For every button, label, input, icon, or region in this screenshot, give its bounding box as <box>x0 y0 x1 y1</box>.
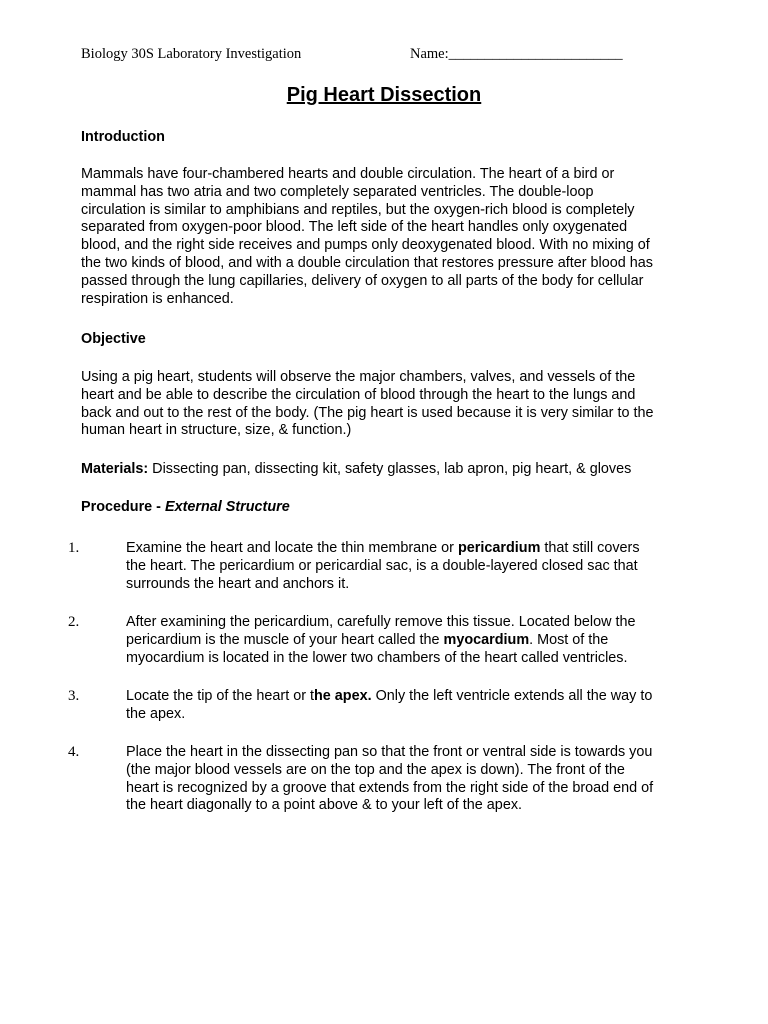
course-header: Biology 30S Laboratory Investigation <box>81 46 302 62</box>
introduction-line: the two kinds of blood, and with a double circulation that restores pressure after blood has <box>81 254 653 271</box>
step-text-segment: Only the left ventricle extends all the way to <box>371 688 653 704</box>
step-number: 3. <box>68 688 80 704</box>
term-pericardium: pericardium <box>457 540 541 556</box>
term-myocardium: myocardium <box>443 631 530 648</box>
introduction-line: mammal has two atria and two completely separated ventricles. The double-loop <box>81 183 594 200</box>
step-text-segment: that still covers <box>540 540 640 556</box>
procedure-subheading: External Structure <box>164 499 290 515</box>
step-text-segment: Examine the heart and locate the thin membrane or <box>126 540 458 556</box>
step-line: After examining the pericardium, carefully remove this tissue. Located below the <box>126 614 636 630</box>
step-line: heart is recognized by a groove that extends from the right side of the broad end of <box>126 779 654 796</box>
term-apex: he apex. <box>314 688 372 704</box>
step-line: (the major blood vessels are on the top and the apex is down). The front of the <box>126 761 625 778</box>
step-text-segment: . Most of the <box>529 631 609 648</box>
introduction-line: passed through the lung capillaries, delivery of oxygen to all parts of the body for cellular <box>81 272 644 289</box>
step-1-text <box>126 540 696 593</box>
introduction-line: separated from oxygen-poor blood. The left side of the heart handles only oxygenated <box>81 219 628 236</box>
step-number: 4. <box>68 744 80 760</box>
objective-paragraph <box>81 369 691 440</box>
step-2-text <box>126 614 696 667</box>
step-number: 1. <box>68 540 80 556</box>
introduction-line: circulation is similar to amphibians and reptiles, but the oxygen-rich blood is completely <box>81 201 635 218</box>
objective-line: human heart in structure, size, & function.) <box>81 422 352 439</box>
introduction-line: Mammals have four-chambered hearts and double circulation. The heart of a bird or <box>81 166 615 182</box>
page-title: Pig Heart Dissection <box>286 84 482 106</box>
step-text-segment: pericardium is the muscle of your heart called the <box>126 631 444 648</box>
step-number: 2. <box>68 614 80 630</box>
materials-text: Dissecting pan, dissecting kit, safety glasses, lab apron, pig heart, & gloves <box>148 461 632 477</box>
step-line: the heart diagonally to a point above & to your left of the apex. <box>126 797 523 814</box>
step-text-segment: Locate the tip of the heart or t <box>126 688 314 704</box>
objective-line: Using a pig heart, students will observe the major chambers, valves, and vessels of the <box>81 369 636 385</box>
objective-line: back and out to the rest of the body. (The pig heart is used because it is very similar to the <box>81 404 654 421</box>
procedure-heading <box>81 499 290 515</box>
step-line: the heart. The pericardium or pericardial sac, is a double-layered closed sac that <box>126 557 638 574</box>
step-4-text <box>126 744 696 815</box>
materials-line <box>81 461 691 479</box>
objective-heading: Objective <box>81 331 146 347</box>
introduction-line: respiration is enhanced. <box>81 290 234 307</box>
step-3-text <box>126 688 696 724</box>
introduction-heading: Introduction <box>81 129 165 145</box>
step-line: the apex. <box>126 705 186 722</box>
step-line: myocardium is located in the lower two chambers of the heart called ventricles. <box>126 649 628 666</box>
objective-line: heart and be able to describe the circulation of blood through the heart to the lungs and <box>81 386 636 403</box>
introduction-line: blood, and the right side receives and pumps only deoxygenated blood. With no mixing of <box>81 237 650 254</box>
procedure-heading-label: Procedure - <box>81 499 165 515</box>
materials-label: Materials: <box>81 461 149 477</box>
step-line: surrounds the heart and anchors it. <box>126 575 350 592</box>
name-field-label: Name:________________________ <box>410 46 623 62</box>
step-line: Place the heart in the dissecting pan so that the front or ventral side is towards you <box>126 744 653 760</box>
introduction-paragraph <box>81 166 691 308</box>
